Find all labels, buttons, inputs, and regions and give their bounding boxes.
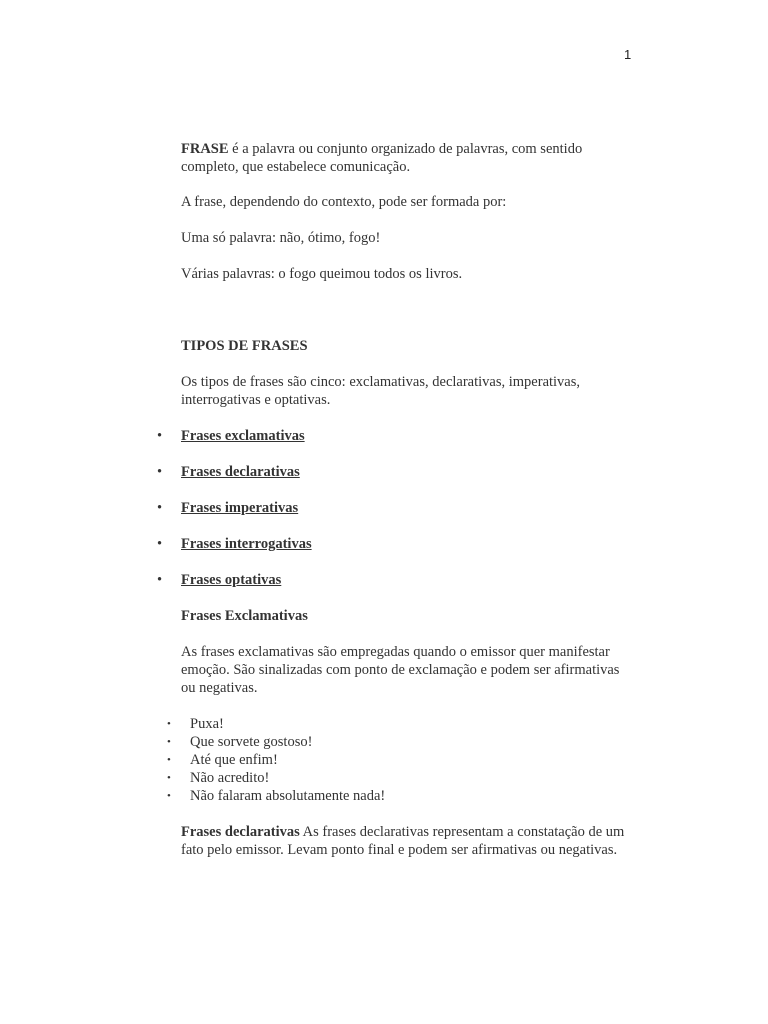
tipos-item-label: Frases declarativas [181, 464, 300, 480]
bullet-icon: • [157, 536, 163, 552]
exclamativas-description: As frases exclamativas são empregadas quando o emissor quer manifestar emoção. São sinalizadas com ponto de exclamação e podem ser afirmativas ou negativas. [181, 644, 620, 696]
bullet-icon: • [157, 500, 163, 516]
example-text: Não falaram absolutamente nada! [190, 788, 386, 804]
frase-definition [181, 140, 631, 176]
tipos-list-item[interactable] [157, 571, 631, 589]
tipos-list-item[interactable] [157, 499, 631, 517]
tipos-heading: TIPOS DE FRASES [181, 338, 308, 354]
declarativas-term: Frases declarativas [181, 824, 300, 840]
exclamativas-examples [167, 715, 631, 805]
example-text: Até que enfim! [190, 752, 278, 768]
exclamativas-title: Frases Exclamativas [181, 608, 308, 624]
example-item [167, 787, 631, 805]
example-text: Não acredito! [190, 770, 270, 786]
example-text: Puxa! [190, 716, 224, 732]
tipos-item-label: Frases imperativas [181, 500, 299, 516]
example-item [167, 751, 631, 769]
tipos-item-label: Frases exclamativas [181, 428, 305, 444]
example-text: Que sorvete gostoso! [190, 734, 313, 750]
example-item [167, 769, 631, 787]
example-item [167, 715, 631, 733]
bullet-icon: • [157, 428, 163, 444]
tipos-description: Os tipos de frases são cinco: exclamativas, declarativas, imperativas, interrogativas e optativas. [181, 374, 581, 408]
single-word-line: Uma só palavra: não, ótimo, fogo! [181, 230, 381, 246]
bullet-icon: • [167, 718, 171, 730]
context-line: A frase, dependendo do contexto, pode ser formada por: [181, 194, 507, 210]
bullet-icon: • [167, 754, 171, 766]
example-item [167, 733, 631, 751]
many-words-line: Várias palavras: o fogo queimou todos os livros. [181, 266, 463, 282]
frase-term: FRASE [181, 141, 229, 157]
tipos-list-item[interactable] [157, 463, 631, 481]
bullet-icon: • [167, 790, 171, 802]
bullet-icon: • [167, 736, 171, 748]
tipos-list [157, 427, 631, 589]
tipos-item-label: Frases optativas [181, 572, 282, 588]
bullet-icon: • [157, 572, 163, 588]
bullet-icon: • [157, 464, 163, 480]
document-body [157, 140, 631, 859]
declarativas-text: As frases declarativas representam a constatação de um fato pelo emissor. Levam ponto final e podem ser afirmativas ou negativas. [181, 824, 625, 858]
frase-definition-text: é a palavra ou conjunto organizado de palavras, com sentido completo, que estabelece comunicação. [181, 141, 583, 175]
bullet-icon: • [167, 772, 171, 784]
declarativas-paragraph [181, 823, 631, 859]
tipos-item-label: Frases interrogativas [181, 536, 312, 552]
tipos-list-item[interactable] [157, 427, 631, 445]
tipos-list-item[interactable] [157, 535, 631, 553]
page-number: 1 [624, 47, 632, 62]
